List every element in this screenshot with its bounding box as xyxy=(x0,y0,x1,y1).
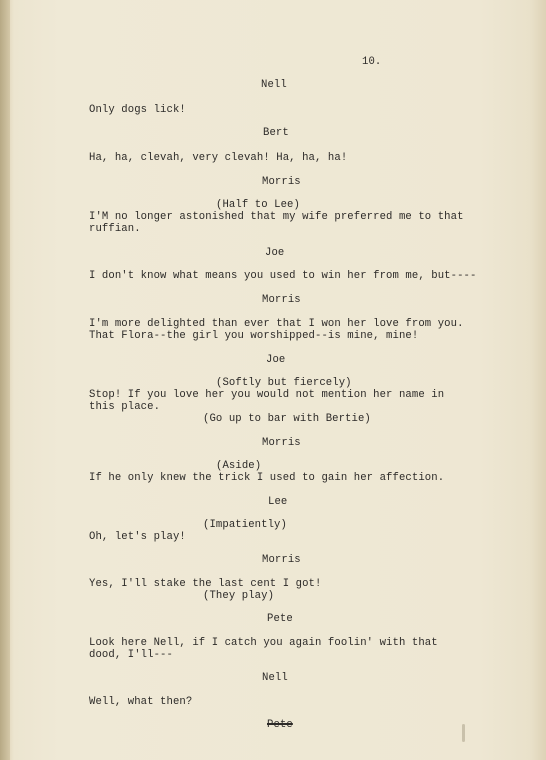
dialogue-line: Stop! If you love her you would not mention her name in xyxy=(89,389,445,401)
speaker-name: Joe xyxy=(265,247,285,259)
speaker-name: Nell xyxy=(261,79,287,91)
dialogue-line: Only dogs lick! xyxy=(89,104,186,116)
speaker-name: Morris xyxy=(262,294,301,306)
speaker-name: Morris xyxy=(262,437,301,449)
dialogue-line: If he only knew the trick I used to gain her affection. xyxy=(89,472,445,484)
dialogue-line: I'M no longer astonished that my wife preferred me to that xyxy=(89,211,464,223)
stage-direction: (They play) xyxy=(203,590,275,602)
stage-direction: (Softly but fiercely) xyxy=(216,377,352,389)
stage-direction: (Half to Lee) xyxy=(216,199,300,211)
dialogue-line: Yes, I'll stake the last cent I got! xyxy=(89,578,322,590)
speaker-name-struck: Pete xyxy=(267,719,293,731)
dialogue-line: Well, what then? xyxy=(89,696,193,708)
dialogue-line: ruffian. xyxy=(89,223,141,235)
dialogue-line: dood, I'll--- xyxy=(89,649,173,661)
speaker-name: Joe xyxy=(266,354,286,366)
page-number: 10. xyxy=(362,56,382,68)
speaker-name: Morris xyxy=(262,554,301,566)
dialogue-line: Look here Nell, if I catch you again foolin' with that xyxy=(89,637,438,649)
dialogue-line: I don't know what means you used to win her from me, but---- xyxy=(89,270,477,282)
dialogue-line: I'm more delighted than ever that I won her love from you. xyxy=(89,318,464,330)
dialogue-line: this place. xyxy=(89,401,161,413)
dialogue-line: Oh, let's play! xyxy=(89,531,186,543)
pencil-mark xyxy=(462,724,465,742)
speaker-name: Pete xyxy=(267,613,293,625)
speaker-name: Bert xyxy=(263,127,289,139)
speaker-name: Nell xyxy=(262,672,288,684)
stage-direction: (Aside) xyxy=(216,460,262,472)
dialogue-line: That Flora--the girl you worshipped--is mine, mine! xyxy=(89,330,419,342)
stage-direction: (Impatiently) xyxy=(203,519,287,531)
stage-direction: (Go up to bar with Bertie) xyxy=(203,413,371,425)
speaker-name: Lee xyxy=(268,496,288,508)
binding-edge xyxy=(0,0,10,760)
speaker-name: Morris xyxy=(262,176,301,188)
dialogue-line: Ha, ha, clevah, very clevah! Ha, ha, ha! xyxy=(89,152,348,164)
